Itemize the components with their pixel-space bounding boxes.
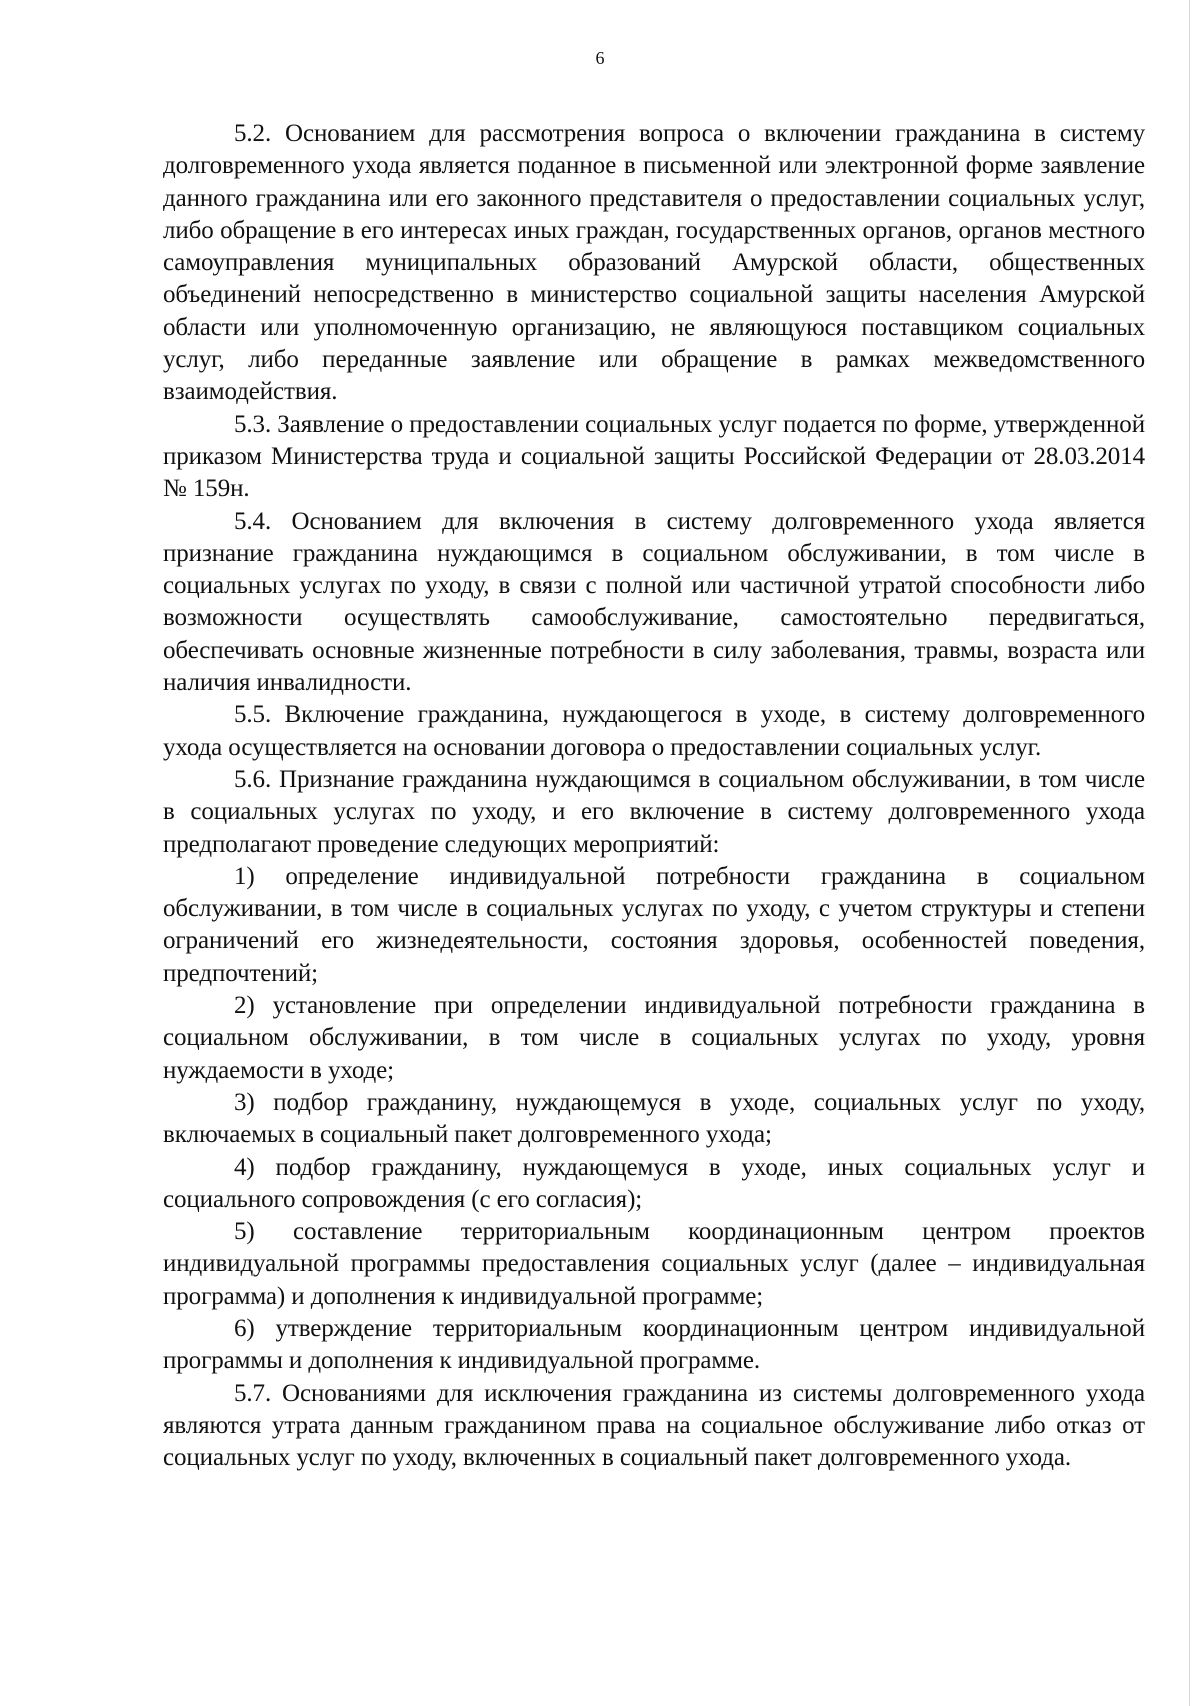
paragraph-5-3: 5.3. Заявление о предоставлении социальных услуг подается по форме, утвержденной приказом Министерства труда и социальной защиты Российской Федерации от 28.03.2014 № 159н. xyxy=(163,410,1145,503)
list-item-6: 6) утверждение территориальным координационным центром индивидуальной программы и дополнения к индивидуальной программе. xyxy=(163,1314,1145,1375)
list-item-2: 2) установление при определении индивидуальной потребности гражданина в социальном обслуживании, в том числе в социальных услугах по уходу, уровня нуждаемости в уходе; xyxy=(163,992,1145,1084)
list-item-3: 3) подбор гражданину, нуждающемуся в уходе, социальных услуг по уходу, включаемых в социальный пакет долговременного ухода; xyxy=(163,1088,1145,1149)
list-item-4: 4) подбор гражданину, нуждающемуся в уходе, иных социальных услуг и социального сопровождения (с его согласия); xyxy=(163,1153,1145,1213)
page-number: 6 xyxy=(595,48,605,68)
paragraph-5-5: 5.5. Включение гражданина, нуждающегося в уходе, в систему долговременного ухода осуществляется на основании договора о предоставлении социальных услуг. xyxy=(163,701,1145,761)
paragraph-5-6: 5.6. Признание гражданина нуждающимся в социальном обслуживании, в том числе в социальных услугах по уходу, и его включение в систему долговременного ухода предполагают проведение следующих мероприятий: xyxy=(163,765,1145,858)
paragraph-5-4: 5.4. Основанием для включения в систему долговременного ухода является признание гражданина нуждающимся в социальном обслуживании, в том числе в социальных услугах по уходу, в связи с полной или частичной утратой способности либо возможности осуществлять самообслуживание, самостоятельно передвигаться, обеспечивать основные жизненные потребности в силу заболевания, травмы, возраста или наличия инвалидности. xyxy=(163,507,1145,697)
list-item-5: 5) составление территориальным координационным центром проектов индивидуальной программы предоставления социальных услуг (далее – индивидуальная программа) и дополнения к индивидуальной программе; xyxy=(163,1218,1145,1310)
paragraph-5-2: 5.2. Основанием для рассмотрения вопроса о включении гражданина в систему долговременного ухода является поданное в письменной или электронной форме заявление данного гражданина или его законного представителя о предоставлении социальных услуг, либо обращение в его интересах иных граждан, государственных органов, органов местного самоуправления муниципальных образований Амурской области, общественных объединений непосредственно в министерство социальной защиты населения Амурской области или уполномоченную организацию, не являющуюся поставщиком социальных услуг, либо переданные заявление или обращение в рамках межведомственного взаимодействия. xyxy=(163,120,1145,406)
list-item-1: 1) определение индивидуальной потребности гражданина в социальном обслуживании, в том числе в социальных услугах по уходу, с учетом структуры и степени ограничений его жизнедеятельности, состояния здоровья, особенностей поведения, предпочтений; xyxy=(163,862,1145,987)
document-body xyxy=(163,118,1145,1474)
paragraph-5-7: 5.7. Основаниями для исключения гражданина из системы долговременного ухода являются утрата данным гражданином права на социальное обслуживание либо отказ от социальных услуг по уходу, включенных в социальный пакет долговременного ухода. xyxy=(163,1379,1145,1472)
scan-edge-line xyxy=(1189,0,1190,1706)
